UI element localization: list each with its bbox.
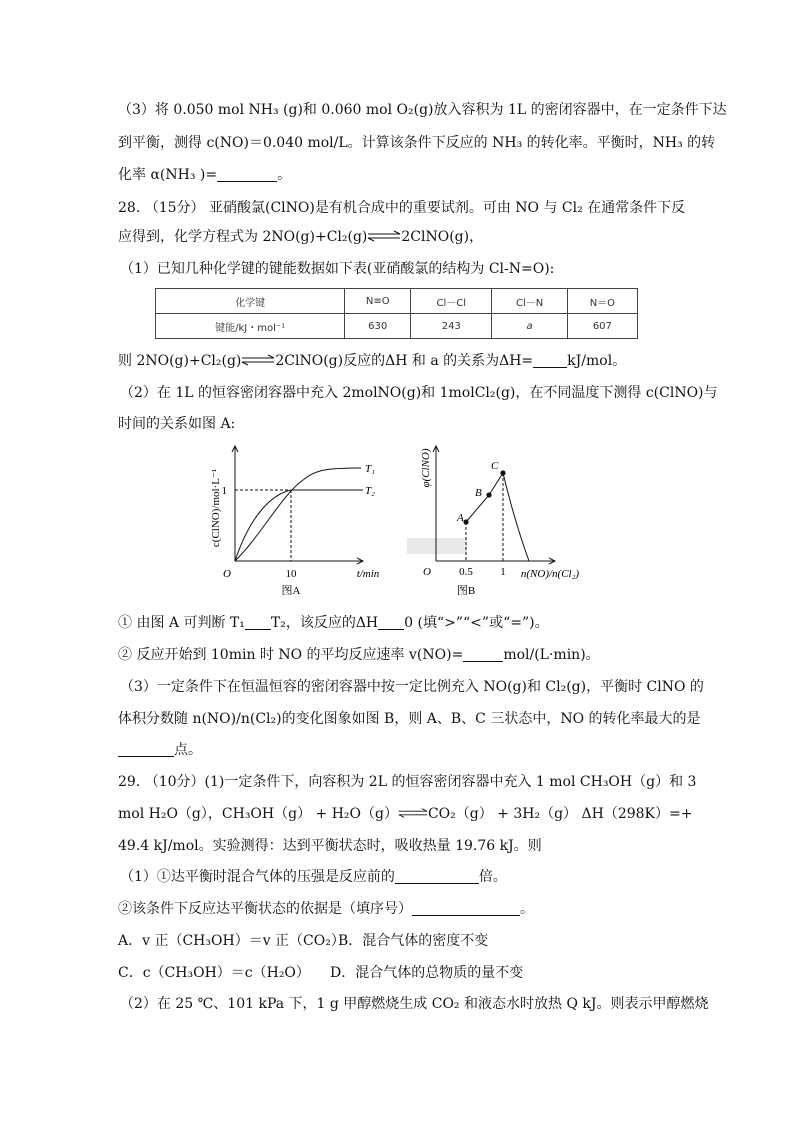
table-header: N≡O: [345, 289, 411, 314]
q29-line2: [118, 804, 692, 824]
q28-part3-line1: （3）一定条件下在恒温恒容的密闭容器中按一定比例充入 NO(g)和 Cl₂(g)，平衡时 ClNO 的: [120, 679, 704, 695]
q28-c2-b: mol/(L·min)。: [503, 647, 600, 663]
figure-a-xlabel: t/min: [356, 568, 380, 580]
point-c: [500, 470, 505, 475]
figure-b-ylabel: φ(ClNO): [420, 448, 432, 488]
q28-equation-line: [118, 227, 483, 247]
curve-t2: [235, 490, 363, 561]
q28-c2-line: [118, 645, 600, 665]
q29-part2-line: （2）在 25 ℃、101 kPa 下，1 g 甲醇燃烧生成 CO₂ 和液态水时放热 Q kJ。则表示甲醇燃烧: [120, 996, 709, 1012]
q28-c1-a: ① 由图 A 可判断 T₁: [118, 615, 245, 631]
answer-blank[interactable]: [245, 615, 271, 630]
q29-eq-right: CO₂（g） + 3H₂（g） ΔH（298K）=+: [427, 806, 693, 822]
q28-dh-line: [118, 351, 626, 371]
table-cell: 243: [411, 314, 492, 339]
answer-blank[interactable]: [463, 647, 503, 662]
q28-dh-mid: 2ClNO(g)反应的ΔH 和 a 的关系为ΔH=: [275, 353, 534, 369]
figure-a-ylabel: c(ClNO)/mol·L⁻¹: [210, 468, 222, 548]
table-header: Cl－N: [492, 289, 567, 314]
q29-line1: 29. （10分）(1)一定条件下，向容积为 2L 的恒容密闭容器中充入 1 mol CH₃OH（g）和 3: [118, 774, 697, 790]
figure-b-xlabel: n(NO)/n(Cl₂): [520, 568, 580, 580]
point-b: [486, 492, 491, 497]
figure-b: [405, 438, 605, 598]
q28-part2-line1: （2）在 1L 的恒容密闭容器中充入 2molNO(g)和 1molCl₂(g)，在不同温度下测得 c(ClNO)与: [120, 385, 718, 401]
answer-blank[interactable]: [378, 615, 404, 630]
figure-b-caption: 图B: [456, 585, 476, 597]
q28-part1-intro: （1）已知几种化学键的键能数据如下表(亚硝酸氯的结构为 Cl-N=O):: [120, 261, 555, 277]
q27-3-line1: （3）将 0.050 mol NH₃ (g)和 0.060 mol O₂(g)放入容积为 1L 的密闭容器中，在一定条件下达: [118, 102, 727, 118]
q27-3-line3: [118, 165, 291, 185]
point-a: [463, 519, 468, 524]
q27-3-prompt: 化率 α(NH₃ )=: [118, 167, 218, 183]
option-b: B．混合气体的密度不变: [338, 933, 489, 949]
q28-dh-unit: kJ/mol。: [567, 353, 627, 369]
q29-sub2-b: 。: [520, 901, 534, 917]
q29-sub1: [120, 867, 507, 887]
q27-3-line2: 到平衡，测得 c(NO)＝0.040 mol/L。计算该条件下反应的 NH₃ 的转化率。平衡时，NH₃ 的转: [118, 135, 716, 151]
q28-part2-line2: 时间的关系如图 A:: [118, 416, 236, 432]
q29-sub1-a: （1）①达平衡时混合气体的压强是反应前的: [120, 869, 395, 885]
label-point-b: B: [475, 487, 482, 499]
q28-part3-line2: 体积分数随 n(NO)/n(Cl₂)的变化图象如图 B，则 A、B、C 三状态中，NO 的转化率最大的是: [118, 711, 701, 727]
q28-c1-b: T₂，该反应的ΔH: [270, 615, 379, 631]
label-t2: T₂: [365, 485, 375, 497]
q28-c2-a: ② 反应开始到 10min 时 NO 的平均反应速率 v(NO)=: [118, 647, 464, 663]
figure-a-xtick: 10: [285, 568, 297, 580]
option-d: D．混合气体的总物质的量不变: [330, 965, 524, 981]
figure-a-origin: O: [223, 568, 231, 580]
table-header: Cl－Cl: [411, 289, 492, 314]
curve-b-fall: [503, 473, 529, 561]
figure-b-xtick-one: 1: [500, 566, 506, 578]
q29-sub1-b: 倍。: [478, 869, 507, 885]
answer-blank[interactable]: [412, 901, 520, 916]
answer-blank[interactable]: [533, 353, 567, 368]
q29-line3: 49.4 kJ/mol。实验测得：达到平衡状态时，吸收热量 19.76 kJ。则: [118, 838, 542, 854]
q28-heading: 28. （15分） 亚硝酸氯(ClNO)是有机合成中的重要试剂。可由 NO 与 Cl₂ 在通常条件下反: [118, 200, 686, 216]
table-cell: a: [492, 314, 567, 339]
answer-blank[interactable]: [395, 869, 479, 884]
table-row: [156, 314, 638, 339]
figure-a-ytick: 1: [221, 485, 227, 497]
q29-sub2: [118, 899, 534, 919]
equilibrium-arrow-icon: [398, 807, 428, 819]
figure-b-smudge: [407, 538, 467, 554]
answer-blank[interactable]: [217, 167, 277, 182]
curve-b-rise: [466, 473, 503, 522]
table-row-label: 键能/kJ・mol⁻¹: [156, 314, 345, 339]
equilibrium-arrow-icon: [367, 230, 401, 242]
q29-sub2-a: ②该条件下反应达平衡状态的依据是（填序号）: [118, 901, 412, 917]
curve-t1: [235, 468, 361, 561]
figure-a-caption: 图A: [281, 585, 301, 597]
table-row: [156, 289, 638, 314]
figure-b-xtick-half: 0.5: [459, 566, 473, 578]
q28-part3-line3: [118, 740, 202, 760]
q28-c1-line: [118, 613, 549, 633]
table-cell: 607: [567, 314, 637, 339]
equilibrium-arrow-icon: [241, 354, 275, 366]
q28-part3-end: 点。: [174, 742, 202, 758]
option-c: C．c（CH₃OH）＝c（H₂O）: [118, 965, 310, 981]
label-point-a: A: [457, 512, 464, 524]
label-t1: T₁: [365, 463, 375, 475]
q28-dh-left: 则 2NO(g)+Cl₂(g): [118, 353, 242, 369]
label-point-c: C: [491, 460, 499, 472]
figure-b-origin: O: [423, 566, 431, 578]
figure-a: [203, 438, 393, 598]
q29-eq-left: mol H₂O（g），CH₃OH（g） + H₂O（g）: [118, 806, 398, 822]
q28-eq-left: 应得到，化学方程式为 2NO(g)+Cl₂(g): [118, 229, 368, 245]
option-a: A．v 正（CH₃OH）＝v 正（CO₂）: [118, 933, 345, 949]
table-header: N＝O: [567, 289, 637, 314]
table-header: 化学键: [156, 289, 345, 314]
q28-c1-c: 0 (填“>”“<”或“=”)。: [404, 615, 549, 631]
q28-eq-right: 2ClNO(g)，: [401, 229, 484, 245]
answer-blank[interactable]: [118, 742, 174, 757]
q27-3-end: 。: [277, 167, 292, 183]
table-cell: 630: [345, 314, 411, 339]
bond-energy-table: [155, 288, 638, 339]
